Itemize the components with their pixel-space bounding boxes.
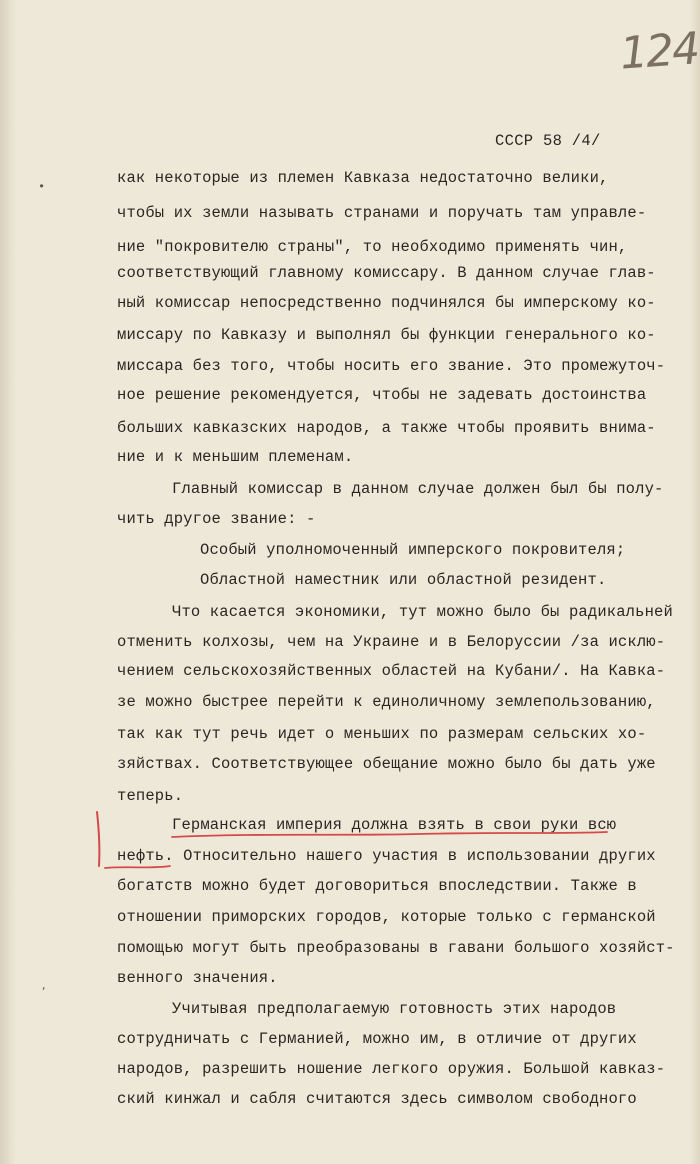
- punch-mark: •: [38, 180, 46, 194]
- text-line: чтобы их земли называть странами и поручать там управле-: [117, 204, 647, 222]
- text-line: Областной наместник или областной резидент.: [200, 571, 607, 589]
- text-line: ский кинжал и сабля считаются здесь символом свободного: [117, 1090, 637, 1108]
- text-line: Особый уполномоченный имперского покровителя;: [200, 541, 626, 559]
- text-line: чить другое звание: -: [117, 510, 316, 528]
- text-line: отношении приморских городов, которые только с германской: [117, 908, 656, 926]
- text-line: народов, разрешить ношение легкого оружия. Большой кавказ-: [117, 1060, 666, 1078]
- underline-stroke: [105, 866, 170, 868]
- text-line: теперь.: [117, 787, 184, 805]
- text-line: миссару по Кавказу и выполнял бы функции генерального ко-: [117, 326, 656, 344]
- text-line: сотрудничать с Германией, можно им, в отличие от других: [117, 1030, 637, 1048]
- text-line: как некоторые из племен Кавказа недостаточно велики,: [117, 169, 609, 187]
- highlighted-text-line: нефть. Относительно нашего участия в использовании других: [117, 847, 656, 865]
- handwritten-folio-number: 124: [618, 23, 700, 80]
- text-line: Что касается экономики, тут можно было бы радикальней: [172, 603, 673, 621]
- text-line: больших кавказских народов, а также чтобы проявить внима-: [117, 419, 656, 437]
- text-line: помощью могут быть преобразованы в гавани большого хозяйст-: [117, 939, 675, 957]
- text-line: Главный комиссар в данном случае должен был бы полу-: [172, 480, 664, 498]
- text-line: ние и к меньшим племенам.: [117, 448, 354, 466]
- highlighted-text-line: Германская империя должна взять в свои руки всю: [172, 816, 617, 834]
- text-line: так как тут речь идет о меньших по размерам сельских хо-: [117, 725, 647, 743]
- text-line: соответствующий главному комиссару. В данном случае глав-: [117, 264, 656, 282]
- text-line: венного значения.: [117, 969, 278, 987]
- text-line: чением сельскохозяйственных областей на Кубани/. На Кавка-: [117, 662, 666, 680]
- text-line: богатств можно будет договориться впоследствии. Также в: [117, 877, 637, 895]
- text-line: миссара без того, чтобы носить его звание. Это промежуточ-: [117, 357, 666, 375]
- text-line: зяйствах. Соответствующее обещание можно было бы дать уже: [117, 755, 656, 773]
- text-line: отменить колхозы, чем на Украине и в Белоруссии /за исклю-: [117, 633, 666, 651]
- text-line: ный комиссар непосредственно подчинялся бы имперскому ко-: [117, 294, 656, 312]
- text-line: ное решение рекомендуется, чтобы не задевать достоинства: [117, 386, 647, 404]
- punch-mark: ٬: [40, 986, 48, 1000]
- page-header: СССР 58 /4/: [495, 132, 601, 150]
- underline-stroke: [172, 832, 607, 837]
- margin-mark: [97, 812, 99, 866]
- text-line: ние "покровителю страны", то необходимо применять чин,: [117, 238, 628, 256]
- text-line: Учитывая предполагаемую готовность этих народов: [172, 1000, 617, 1018]
- text-line: зе можно быстрее перейти к единоличному землепользованию,: [117, 693, 656, 711]
